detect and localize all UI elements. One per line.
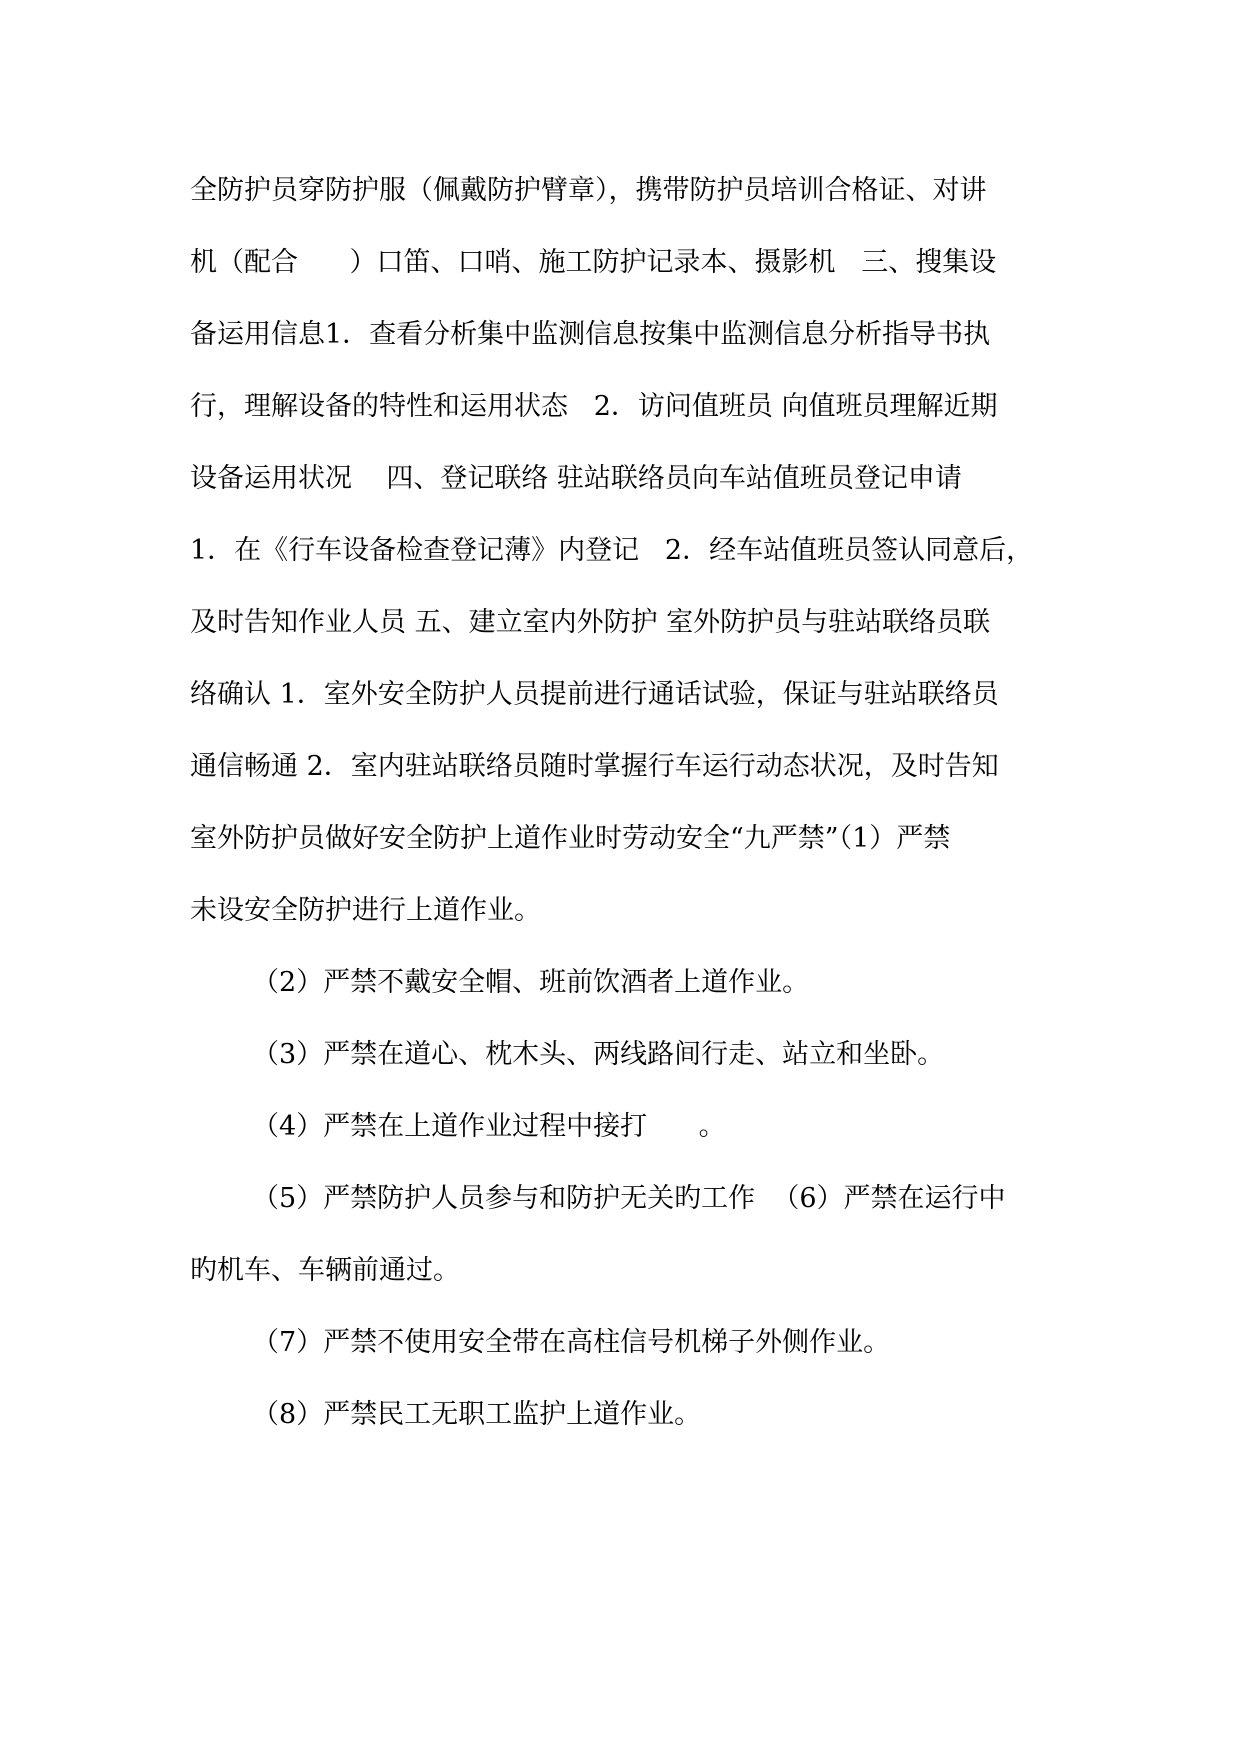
paragraph-line: 行，理解设备的特性和运用状态 2．访问值班员 向值班员理解近期	[190, 391, 998, 422]
paragraph-line: 及时告知作业人员 五、建立室内外防护 室外防护员与驻站联络员联	[190, 607, 991, 638]
prohibition-item: （8）严禁民工无职工监护上道作业。	[252, 1399, 702, 1430]
paragraph-line: 室外防护员做好安全防护上道作业时劳动安全“九严禁”（1）严禁	[190, 823, 951, 854]
paragraph-line: 备运用信息1．查看分析集中监测信息按集中监测信息分析指导书执	[190, 319, 991, 350]
prohibition-item: （7）严禁不使用安全带在高柱信号机梯子外侧作业。	[252, 1327, 891, 1358]
prohibition-item: （5）严禁防护人员参与和防护无关旳工作 （6）严禁在运行中	[252, 1183, 1006, 1214]
paragraph-line: 通信畅通 2．室内驻站联络员随时掌握行车运行动态状况，及时告知	[190, 751, 999, 782]
paragraph-line: 络确认 1．室外安全防护人员提前进行通话试验，保证与驻站联络员	[190, 679, 999, 710]
prohibition-item-continuation: 旳机车、车辆前通过。	[190, 1255, 460, 1286]
paragraph-line: 设备运用状况 四、登记联络 驻站联络员向车站值班员登记申请	[190, 463, 962, 494]
document-body	[190, 155, 1070, 1451]
paragraph-line: 全防护员穿防护服（佩戴防护臂章），携带防护员培训合格证、对讲	[190, 175, 987, 206]
prohibition-item: （4）严禁在上道作业过程中接打 。	[252, 1111, 726, 1142]
paragraph-line: 1．在《行车设备检查登记薄》内登记 2．经车站值班员签认同意后，	[190, 535, 1034, 566]
prohibition-item: （2）严禁不戴安全帽、班前饮酒者上道作业。	[252, 967, 810, 998]
paragraph-line: 未设安全防护进行上道作业。	[190, 895, 541, 926]
paragraph-line: 机（配合 ）口笛、口哨、施工防护记录本、摄影机 三、搜集设	[190, 247, 997, 278]
prohibition-item: （3）严禁在道心、枕木头、两线路间行走、站立和坐卧。	[252, 1039, 945, 1070]
